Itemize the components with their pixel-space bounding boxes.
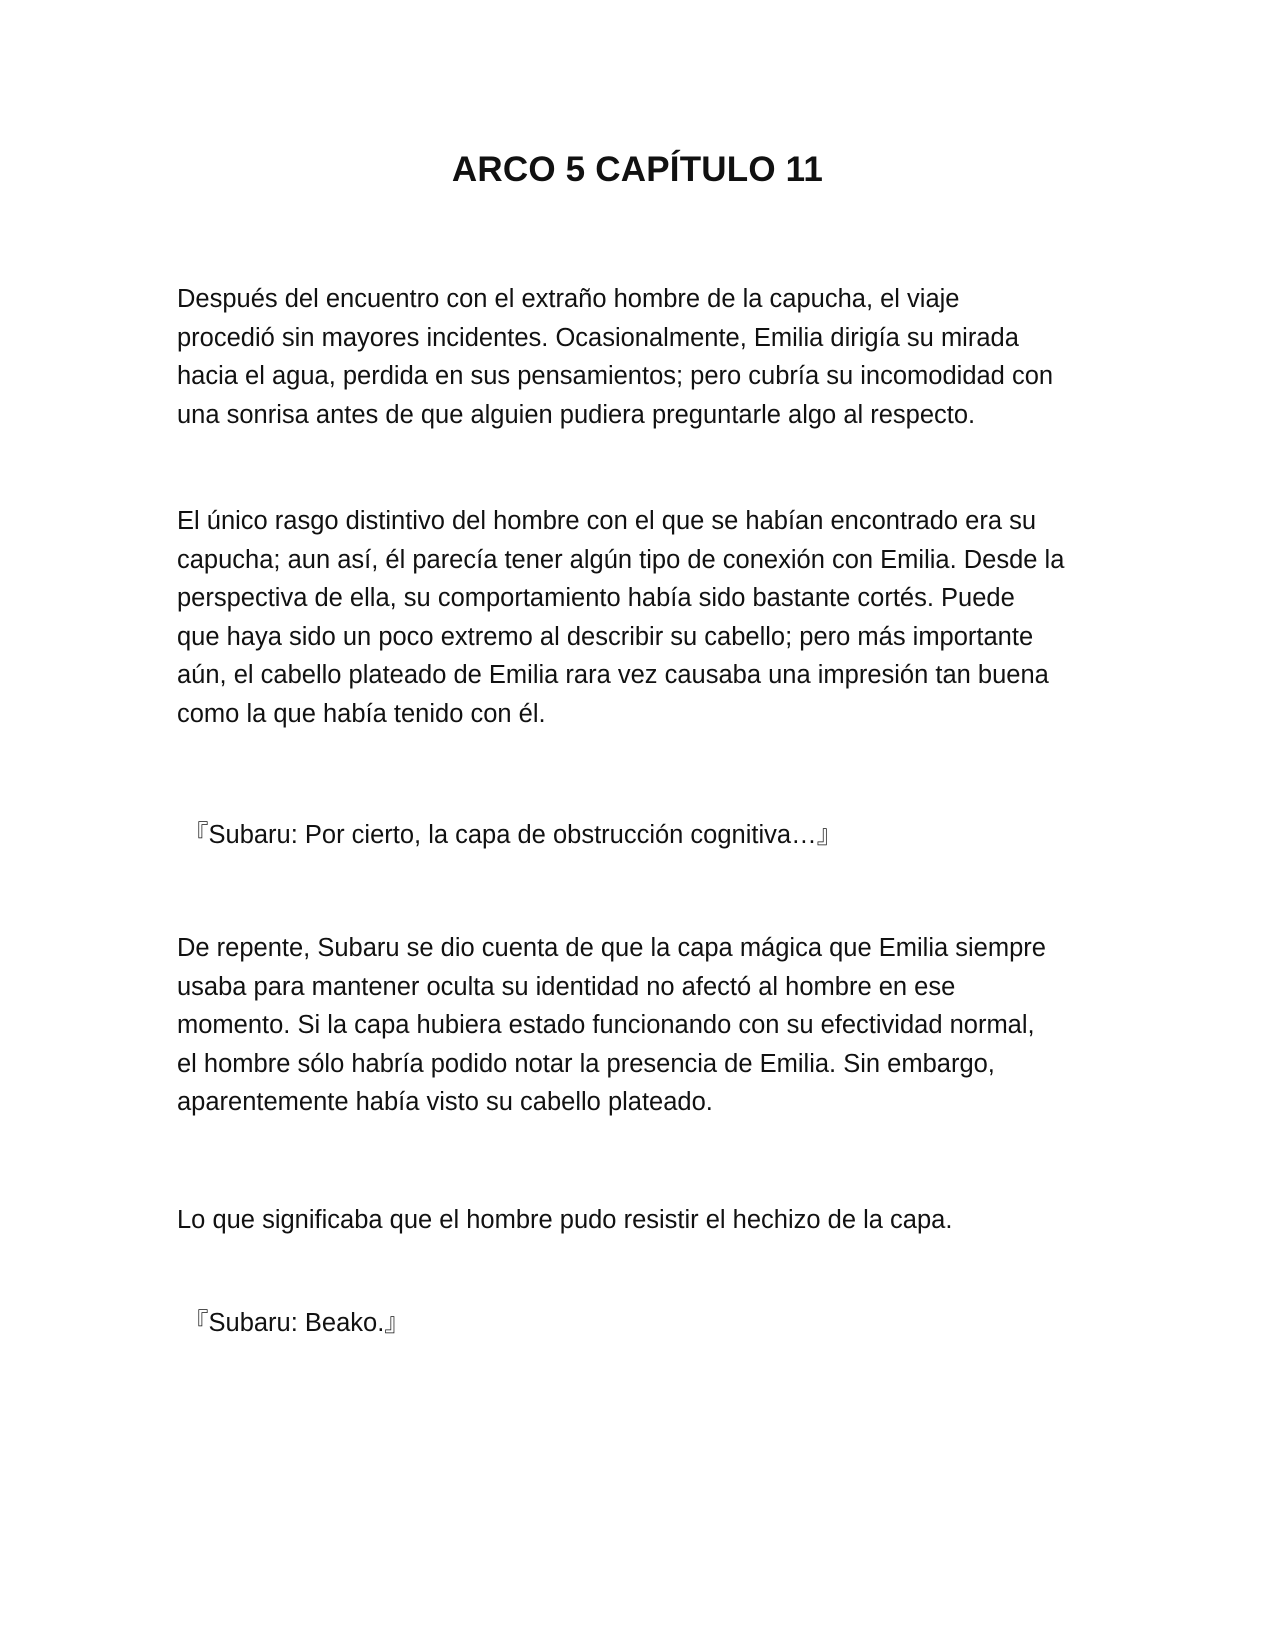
text-line: que haya sido un poco extremo al describir su cabello; pero más importante [177, 622, 1034, 651]
text-line: como la que había tenido con él. [177, 699, 546, 728]
text-line: momento. Si la capa hubiera estado funcionando con su efectividad normal, [177, 1011, 1035, 1039]
paragraph-magic-cloak [177, 929, 1107, 1122]
text-line: procedió sin mayores incidentes. Ocasionalmente, Emilia dirigía su mirada [177, 323, 1019, 352]
paragraph-resist-spell [177, 1201, 1107, 1240]
dialogue-line: 『Subaru: Por cierto, la capa de obstrucción cognitiva…』 [183, 821, 843, 849]
text-line: hacia el agua, perdida en sus pensamientos; pero cubría su incomodidad con [177, 362, 1054, 390]
text-line: usaba para mantener oculta su identidad no afectó al hombre en ese [177, 972, 956, 1001]
dialogue-line: 『Subaru: Beako.』 [183, 1309, 410, 1337]
chapter-title: ARCO 5 CAPÍTULO 11 [451, 150, 824, 189]
text-line: perspectiva de ella, su comportamiento había sido bastante cortés. Puede [177, 584, 1015, 612]
text-line: una sonrisa antes de que alguien pudiera preguntarle algo al respecto. [177, 400, 976, 429]
text-line: aparentemente había visto su cabello plateado. [177, 1088, 713, 1116]
text-line: capucha; aun así, él parecía tener algún tipo de conexión con Emilia. Desde la [177, 545, 1065, 574]
text-line: Después del encuentro con el extraño hombre de la capucha, el viaje [177, 285, 960, 313]
dialogue-subaru-beako [183, 1304, 1113, 1343]
text-line: el hombre sólo habría podido notar la presencia de Emilia. Sin embargo, [177, 1049, 995, 1078]
paragraph-hooded-man [177, 502, 1107, 733]
text-line: aún, el cabello plateado de Emilia rara vez causaba una impresión tan buena [177, 661, 1049, 689]
dialogue-subaru-cloak [183, 816, 1113, 855]
paragraph-encounter [177, 280, 1107, 434]
text-line: Lo que significaba que el hombre pudo resistir el hechizo de la capa. [177, 1206, 953, 1234]
text-line: De repente, Subaru se dio cuenta de que la capa mágica que Emilia siempre [177, 934, 1046, 962]
text-line: El único rasgo distintivo del hombre con el que se habían encontrado era su [177, 507, 1037, 535]
